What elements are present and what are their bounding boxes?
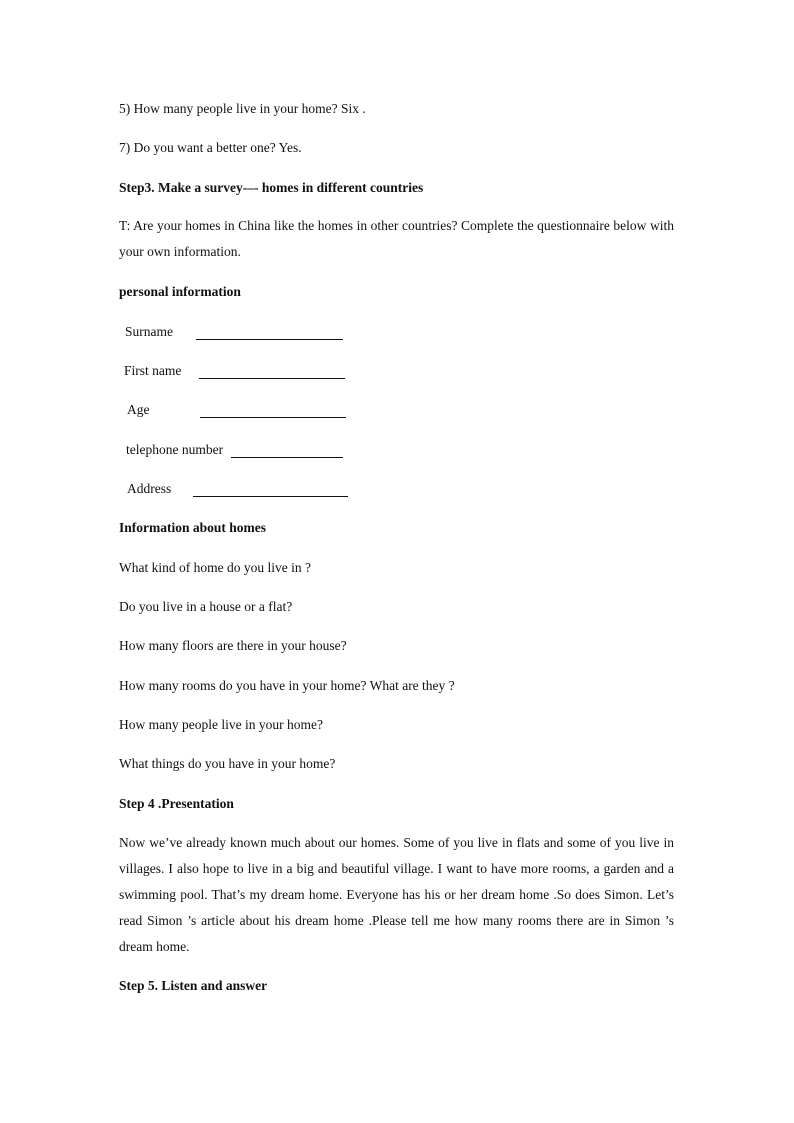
answer-line-5: 5) How many people live in your home? Six . <box>119 101 366 116</box>
home-question: What kind of home do you live in ? <box>119 560 311 575</box>
home-question: Do you live in a house or a flat? <box>119 599 293 614</box>
step3-intro-paragraph: T: Are your homes in China like the homes in other countries? Complete the questionnaire below with your own information. <box>119 218 674 259</box>
address-blank[interactable] <box>193 496 348 497</box>
first-name-label: First name <box>124 363 182 378</box>
age-label: Age <box>127 402 150 417</box>
step4-heading: Step 4 .Presentation <box>119 796 234 811</box>
first-name-blank[interactable] <box>199 378 345 379</box>
information-about-homes-heading: Information about homes <box>119 520 267 535</box>
surname-blank[interactable] <box>196 339 343 340</box>
home-question: How many people live in your home? <box>119 717 323 732</box>
age-blank[interactable] <box>200 417 346 418</box>
telephone-number-blank[interactable] <box>231 457 343 458</box>
home-question: How many rooms do you have in your home? What are they ? <box>119 678 455 693</box>
address-label: Address <box>127 481 172 496</box>
surname-label: Surname <box>125 324 173 339</box>
step5-heading: Step 5. Listen and answer <box>119 978 268 993</box>
home-question: How many floors are there in your house? <box>119 638 347 653</box>
answer-line-7: 7) Do you want a better one? Yes. <box>119 140 302 155</box>
step4-paragraph: Now we’ve already known much about our homes. Some of you live in flats and some of you live in villages. I also hope to live in a big and beautiful village. I want to have more rooms, a garden and a swimming pool. That’s my dream home. Everyone has his or her dream home .So does Simon. Let’s read Simon ’s article about his dream home .Please tell me how many rooms there are in Simon ’s dream home. <box>119 835 674 954</box>
personal-information-heading: personal information <box>119 284 241 299</box>
home-question: What things do you have in your home? <box>119 756 336 771</box>
telephone-number-label: telephone number <box>126 442 224 457</box>
step3-heading: Step3. Make a survey-–- homes in different countries <box>119 180 424 195</box>
